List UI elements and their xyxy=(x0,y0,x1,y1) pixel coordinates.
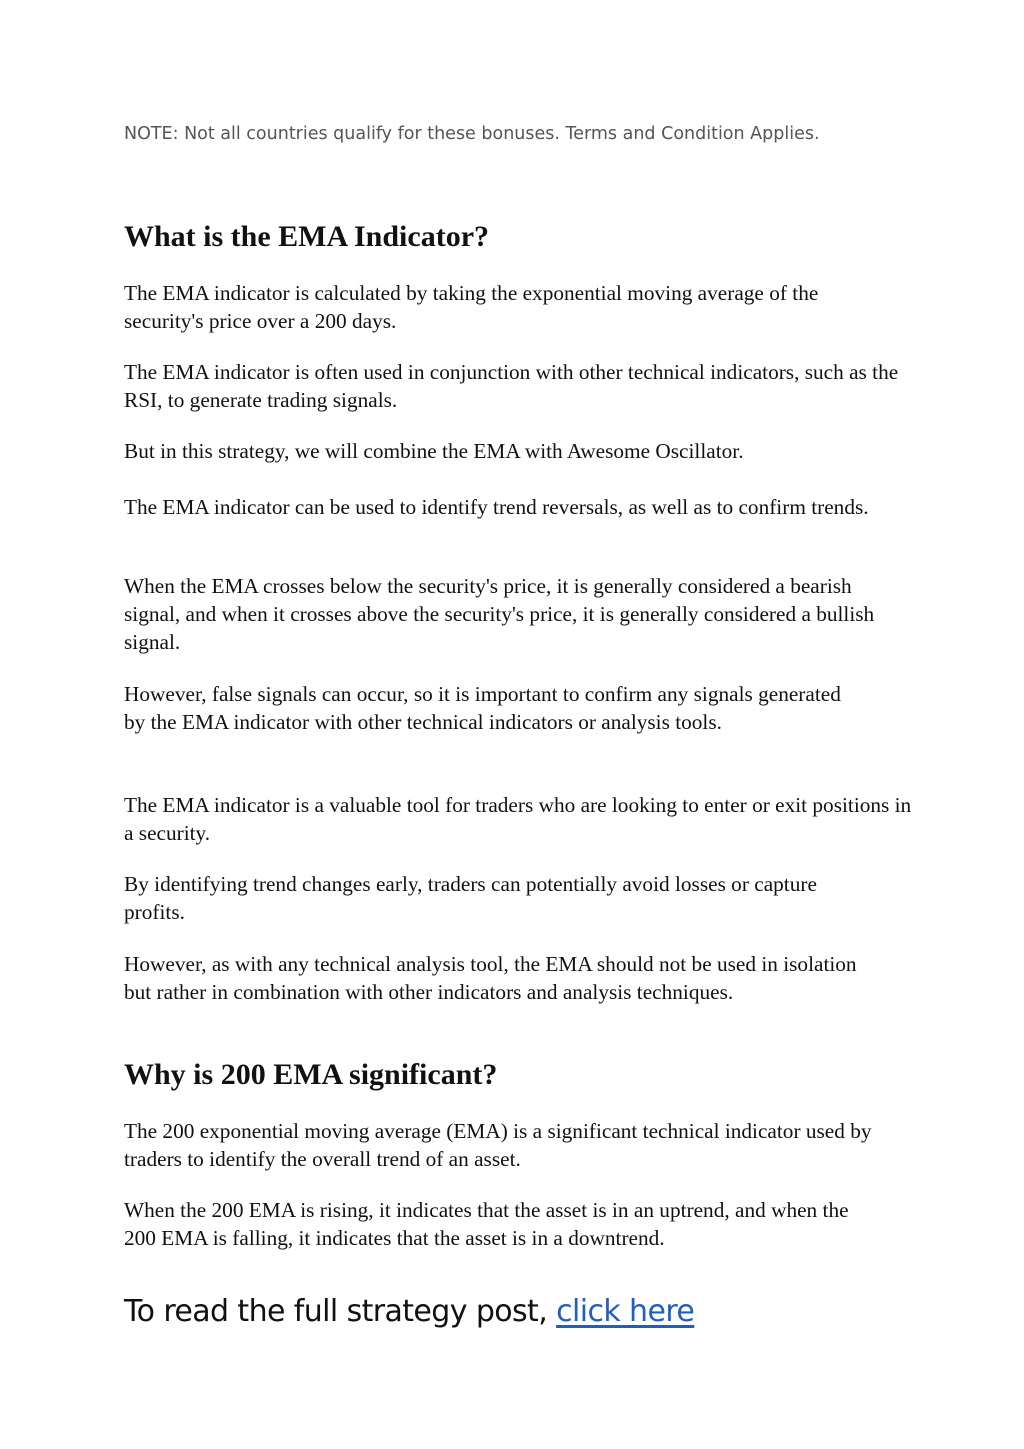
cta-text: To read the full strategy post, xyxy=(124,1294,557,1329)
paragraph: By identifying trend changes early, traders can potentially avoid losses or capture profits. xyxy=(124,872,817,924)
paragraph: When the 200 EMA is rising, it indicates that the asset is in an uptrend, and when the 200 EMA is falling, it indicates that the asset is in a downtrend. xyxy=(124,1198,849,1250)
section-heading-ema-indicator: What is the EMA Indicator? xyxy=(124,220,490,253)
paragraph: The EMA indicator can be used to identify trend reversals, as well as to confirm trends. xyxy=(124,495,869,519)
section-heading-200-ema: Why is 200 EMA significant? xyxy=(124,1058,498,1091)
paragraph: The EMA indicator is a valuable tool for traders who are looking to enter or exit positions in a security. xyxy=(124,793,912,845)
paragraph: The EMA indicator is calculated by taking the exponential moving average of the security's price over a 200 days. xyxy=(124,281,819,333)
read-more-call-to-action xyxy=(124,1294,694,1329)
paragraph: The EMA indicator is often used in conjunction with other technical indicators, such as the RSI, to generate trading signals. xyxy=(124,360,899,412)
paragraph: However, false signals can occur, so it is important to confirm any signals generated by the EMA indicator with other technical indicators or analysis tools. xyxy=(124,682,841,734)
paragraph: The 200 exponential moving average (EMA) is a significant technical indicator used by traders to identify the overall trend of an asset. xyxy=(124,1119,872,1171)
click-here-link[interactable]: click here xyxy=(556,1294,695,1329)
paragraph: However, as with any technical analysis tool, the EMA should not be used in isolation but rather in combination with other indicators and analysis techniques. xyxy=(124,952,857,1004)
paragraph: When the EMA crosses below the security's price, it is generally considered a bearish signal, and when it crosses above the security's price, it is generally considered a bullish signal. xyxy=(124,574,875,654)
bonus-note: NOTE: Not all countries qualify for these bonuses. Terms and Condition Applies. xyxy=(124,124,820,144)
paragraph: But in this strategy, we will combine the EMA with Awesome Oscillator. xyxy=(124,439,744,463)
